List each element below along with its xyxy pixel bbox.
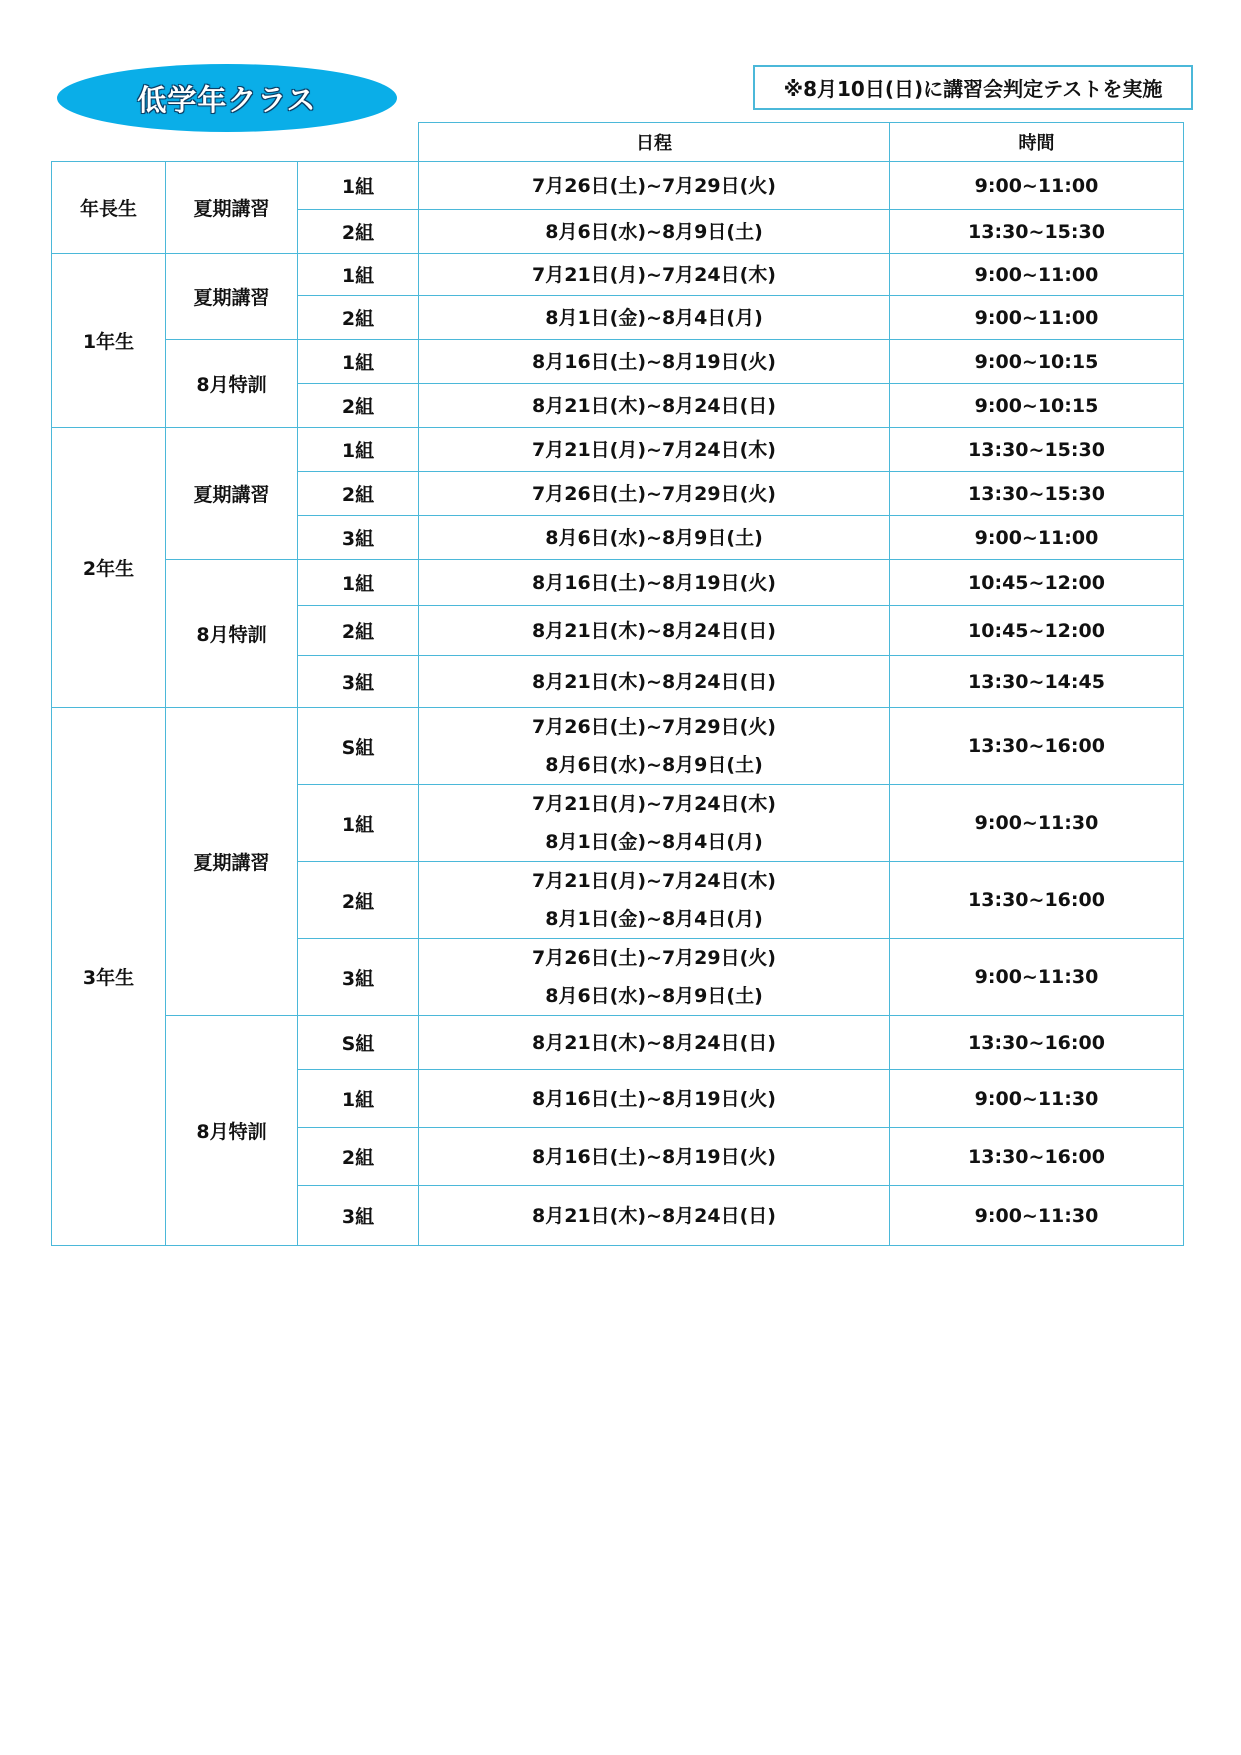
- table-row: [52, 560, 1184, 606]
- course-cell: 夏期講習: [166, 162, 298, 254]
- time-cell: 9:00~11:30: [890, 785, 1184, 862]
- date-range: 8月1日(金)~8月4日(月): [545, 306, 763, 329]
- time-cell: 13:30~15:30: [890, 472, 1184, 516]
- dates-cell: [419, 1016, 890, 1070]
- date-range: 8月6日(水)~8月9日(土): [545, 985, 763, 1007]
- header-time: 時間: [890, 123, 1184, 162]
- group-cell: 2組: [298, 296, 419, 340]
- table-row: [52, 340, 1184, 384]
- test-notice-box: [753, 65, 1193, 110]
- group-cell: 1組: [298, 785, 419, 862]
- time-cell: 9:00~11:00: [890, 516, 1184, 560]
- course-cell: 8月特訓: [166, 560, 298, 708]
- dates-cell: [419, 606, 890, 656]
- time-cell: 13:30~14:45: [890, 656, 1184, 708]
- date-range: 8月1日(金)~8月4日(月): [545, 831, 763, 853]
- class-title: 低学年クラス: [137, 82, 317, 117]
- dates-cell: [419, 785, 890, 862]
- group-cell: 2組: [298, 384, 419, 428]
- date-range: 7月21日(月)~7月24日(木): [532, 793, 776, 815]
- course-cell: 8月特訓: [166, 340, 298, 428]
- date-range: 8月6日(水)~8月9日(土): [545, 526, 763, 549]
- time-cell: 13:30~16:00: [890, 1128, 1184, 1186]
- group-cell: 1組: [298, 340, 419, 384]
- date-range: 8月16日(土)~8月19日(火): [532, 1087, 776, 1110]
- dates-cell: [419, 428, 890, 472]
- table-row: [52, 1016, 1184, 1070]
- date-range: 7月26日(土)~7月29日(火): [532, 174, 776, 197]
- group-cell: 1組: [298, 428, 419, 472]
- time-cell: 9:00~11:00: [890, 296, 1184, 340]
- grade-cell: 1年生: [52, 254, 166, 428]
- table-row: [52, 428, 1184, 472]
- dates-cell: [419, 516, 890, 560]
- group-cell: 1組: [298, 254, 419, 296]
- group-cell: 1組: [298, 1070, 419, 1128]
- date-range: 8月16日(土)~8月19日(火): [532, 571, 776, 594]
- group-cell: 1組: [298, 560, 419, 606]
- time-cell: 10:45~12:00: [890, 606, 1184, 656]
- dates-cell: [419, 708, 890, 785]
- group-cell: 2組: [298, 606, 419, 656]
- schedule-table: [51, 122, 1184, 1246]
- course-cell: 夏期講習: [166, 428, 298, 560]
- time-cell: 13:30~16:00: [890, 1016, 1184, 1070]
- dates-cell: [419, 162, 890, 210]
- dates-cell: [419, 862, 890, 939]
- date-range: 7月26日(土)~7月29日(火): [532, 716, 776, 738]
- time-cell: 10:45~12:00: [890, 560, 1184, 606]
- dates-cell: [419, 1128, 890, 1186]
- date-range: 8月16日(土)~8月19日(火): [532, 1145, 776, 1168]
- dates-cell: [419, 1186, 890, 1246]
- date-range: 8月6日(水)~8月9日(土): [545, 754, 763, 776]
- test-notice-text: ※8月10日(日)に講習会判定テストを実施: [783, 77, 1163, 101]
- group-cell: 3組: [298, 656, 419, 708]
- header-row: [52, 123, 1184, 162]
- table-row: [52, 254, 1184, 296]
- grade-cell: 2年生: [52, 428, 166, 708]
- course-cell: 8月特訓: [166, 1016, 298, 1246]
- grade-cell: 年長生: [52, 162, 166, 254]
- date-range: 8月6日(水)~8月9日(土): [545, 220, 763, 243]
- date-range: 7月26日(土)~7月29日(火): [532, 482, 776, 505]
- group-cell: 3組: [298, 1186, 419, 1246]
- dates-cell: [419, 939, 890, 1016]
- table-row: [52, 708, 1184, 785]
- group-cell: S組: [298, 708, 419, 785]
- date-range: 8月21日(木)~8月24日(日): [532, 670, 776, 693]
- date-range: 7月21日(月)~7月24日(木): [532, 438, 776, 461]
- date-range: 7月21日(月)~7月24日(木): [532, 263, 776, 286]
- dates-cell: [419, 210, 890, 254]
- dates-cell: [419, 340, 890, 384]
- group-cell: 3組: [298, 939, 419, 1016]
- date-range: 8月1日(金)~8月4日(月): [545, 908, 763, 930]
- date-range: 8月21日(木)~8月24日(日): [532, 1031, 776, 1054]
- time-cell: 9:00~11:30: [890, 939, 1184, 1016]
- dates-cell: [419, 296, 890, 340]
- group-cell: 2組: [298, 862, 419, 939]
- time-cell: 9:00~11:00: [890, 254, 1184, 296]
- dates-cell: [419, 384, 890, 428]
- grade-cell: 3年生: [52, 708, 166, 1246]
- time-cell: 13:30~15:30: [890, 210, 1184, 254]
- time-cell: 13:30~16:00: [890, 708, 1184, 785]
- time-cell: 9:00~11:30: [890, 1186, 1184, 1246]
- time-cell: 13:30~15:30: [890, 428, 1184, 472]
- header-schedule: 日程: [419, 123, 890, 162]
- date-range: 7月21日(月)~7月24日(木): [532, 870, 776, 892]
- dates-cell: [419, 472, 890, 516]
- dates-cell: [419, 656, 890, 708]
- time-cell: 9:00~11:00: [890, 162, 1184, 210]
- date-range: 8月21日(木)~8月24日(日): [532, 1204, 776, 1227]
- dates-cell: [419, 560, 890, 606]
- table-row: [52, 162, 1184, 210]
- time-cell: 9:00~11:30: [890, 1070, 1184, 1128]
- dates-cell: [419, 254, 890, 296]
- date-range: 8月16日(土)~8月19日(火): [532, 350, 776, 373]
- time-cell: 9:00~10:15: [890, 340, 1184, 384]
- group-cell: 1組: [298, 162, 419, 210]
- course-cell: 夏期講習: [166, 254, 298, 340]
- time-cell: 13:30~16:00: [890, 862, 1184, 939]
- group-cell: 2組: [298, 472, 419, 516]
- date-range: 8月21日(木)~8月24日(日): [532, 619, 776, 642]
- group-cell: 3組: [298, 516, 419, 560]
- date-range: 8月21日(木)~8月24日(日): [532, 394, 776, 417]
- dates-cell: [419, 1070, 890, 1128]
- group-cell: 2組: [298, 1128, 419, 1186]
- time-cell: 9:00~10:15: [890, 384, 1184, 428]
- date-range: 7月26日(土)~7月29日(火): [532, 947, 776, 969]
- course-cell: 夏期講習: [166, 708, 298, 1016]
- group-cell: S組: [298, 1016, 419, 1070]
- group-cell: 2組: [298, 210, 419, 254]
